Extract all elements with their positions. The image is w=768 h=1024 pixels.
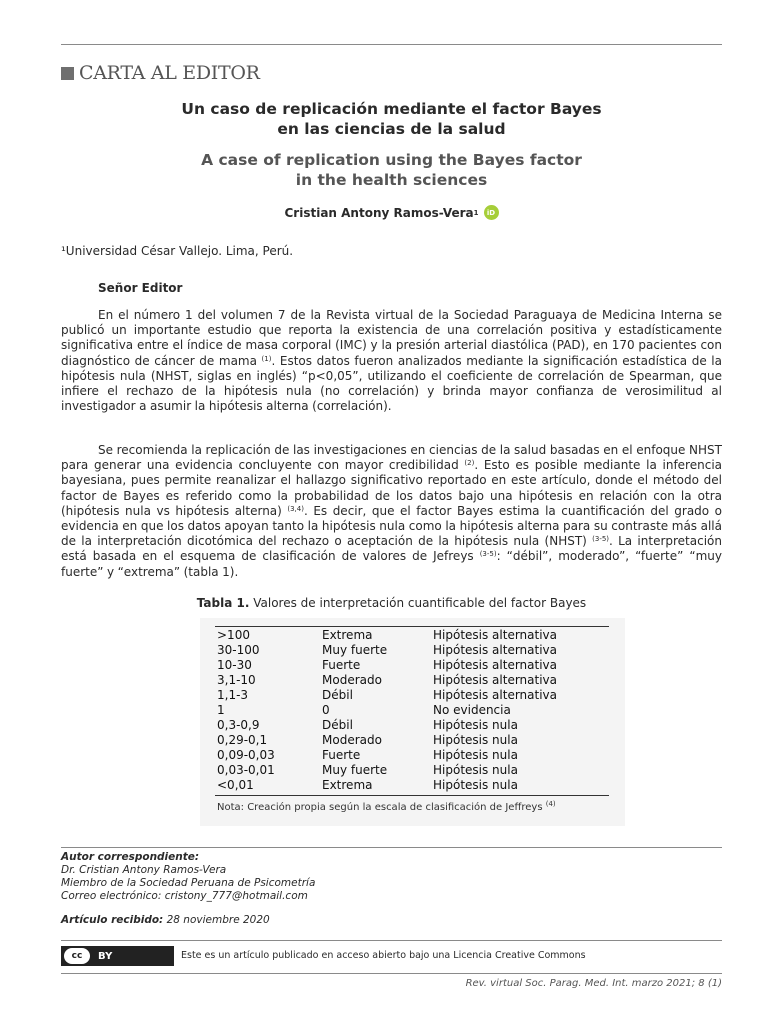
bottom-rule xyxy=(61,973,722,974)
title-spanish xyxy=(61,99,722,139)
top-rule xyxy=(61,44,722,45)
license-text: Este es un artículo publicado en acceso abierto bajo una Licencia Creative Commons xyxy=(181,950,586,961)
table-caption-label: Tabla 1. xyxy=(196,596,250,610)
correspondence-block xyxy=(61,851,315,903)
title-es-line-2: en las ciencias de la salud xyxy=(277,120,506,138)
paragraph-2: Se recomienda la replicación de las investigaciones en ciencias de la salud basadas en el enfoque NHST para generar una evidencia concluyente con mayor credibilidad $^{(2)}$. Esto es posible mediante la inferencia bayesiana, pues permite reanalizar el hallazgo significativo reportado en este artículo, donde el método del factor de Bayes es referido como la probabilidad de los datos bajo una hipótesis en relación con la otra (hipótesis nula vs hipótesis alterna) $^{(3,4)}$. Es decir, que el factor Bayes estima la cuantificación del grado o evidencia en que los datos apoyan tanto la hipótesis nula como la hipótesis alterna para su contraste más allá de la interpretación dicotómica del rechazo o aceptación de la hipótesis nula (NHST) $^{(3-5)}$. La interpretación está basada en el esquema de clasificación de valores de Jefreys $^{(3-5)}$: “débil”, moderado”, “fuerte” “muy fuerte” y “extrema” (tabla 1). xyxy=(61,443,723,579)
correspondence-email[interactable]: Correo electrónico: cristony_777@hotmail.com xyxy=(61,890,308,902)
correspondence-label: Autor correspondiente: xyxy=(61,851,200,863)
orcid-icon[interactable]: iD xyxy=(484,205,499,220)
table-note: Nota: Creación propia según la escala de clasificación de Jeffreys $^{(4)}$ xyxy=(217,800,556,813)
section-square-icon xyxy=(61,67,74,80)
title-en-line-1: A case of replication using the Bayes factor xyxy=(201,151,582,169)
license-rule xyxy=(61,940,722,941)
affiliation: ¹Universidad César Vallejo. Lima, Perú. xyxy=(61,244,294,258)
by-label: BY xyxy=(98,950,113,962)
journal-footer: Rev. virtual Soc. Parag. Med. Int. marzo 2021; 8 (1) xyxy=(465,978,722,989)
section-header xyxy=(61,60,260,86)
cc-icon: cc xyxy=(64,948,90,964)
cc-by-badge[interactable] xyxy=(61,946,174,966)
paragraph-1: En el número 1 del volumen 7 de la Revista virtual de la Sociedad Paraguaya de Medicina Interna se publicó un importante estudio que reporta la existencia de una correlación positiva y estadísticamente significativa entre el índice de masa corporal (IMC) y la presión arterial diastólica (PAD), en 170 pacientes con diagnóstico de cáncer de mama $^{(1)}$. Estos datos fueron analizados mediante la significación estadística de la hipótesis nula (NHST, siglas en inglés) “p<0,05”, utilizando el coeficiente de correlación de Spearman, que infiere el rechazo de la hipótesis nula (no correlación) y brinda mayor confianza de verosimilitud al investigador a asumir la hipótesis alterna (correlación). xyxy=(61,308,722,414)
citation-ref: (1) xyxy=(261,354,272,363)
salutation: Señor Editor xyxy=(98,281,183,295)
section-title: CARTA AL EDITOR xyxy=(79,62,260,84)
correspondence-name: Dr. Cristian Antony Ramos-Vera xyxy=(61,864,227,876)
table-caption xyxy=(61,596,722,610)
title-es-line-1: Un caso de replicación mediante el factor Bayes xyxy=(181,100,602,118)
citation-ref: (2) xyxy=(464,459,475,468)
citation-ref: (3-5) xyxy=(592,535,610,544)
bayes-factor-table: >100 Extrema Hipótesis alternativa 30-100 Muy fuerte Hipótesis alternativa 10-30 Fuerte Hipótesis alternativa 3,1-10 Moderado Hipótesis alternativa 1,1-3 Débil Hipótesis alternativa 1 0 No evidencia 0,3-0,9 Débil Hipótesis nula 0,29-0,1 Moderado Hipótesis nula 0,09-0,03 Fuerte Hipótesis nula 0,03-0,01 Muy fuerte Hipótesis nula <0,01 Extrema Hipótesis nula Nota: Creación propia según la escala de clasificación de Jeffreys $^{(4)}$ xyxy=(200,618,625,826)
author-line: Cristian Antony Ramos-Vera 1 iD xyxy=(61,205,722,220)
received-date: Artículo recibido: 28 noviembre 2020 xyxy=(61,914,270,926)
title-en-line-2: in the health sciences xyxy=(295,171,488,189)
citation-ref: (3-5) xyxy=(479,550,497,559)
footer-rule xyxy=(61,847,722,848)
citation-ref: (3,4) xyxy=(287,504,304,513)
table-bottom-rule xyxy=(215,795,609,796)
table-caption-text: Valores de interpretación cuantificable del factor Bayes xyxy=(253,596,587,610)
table-top-rule xyxy=(215,626,609,627)
correspondence-membership: Miembro de la Sociedad Peruana de Psicometría xyxy=(61,877,316,889)
title-english xyxy=(61,150,722,190)
author-name: Cristian Antony Ramos-Vera xyxy=(284,205,474,220)
